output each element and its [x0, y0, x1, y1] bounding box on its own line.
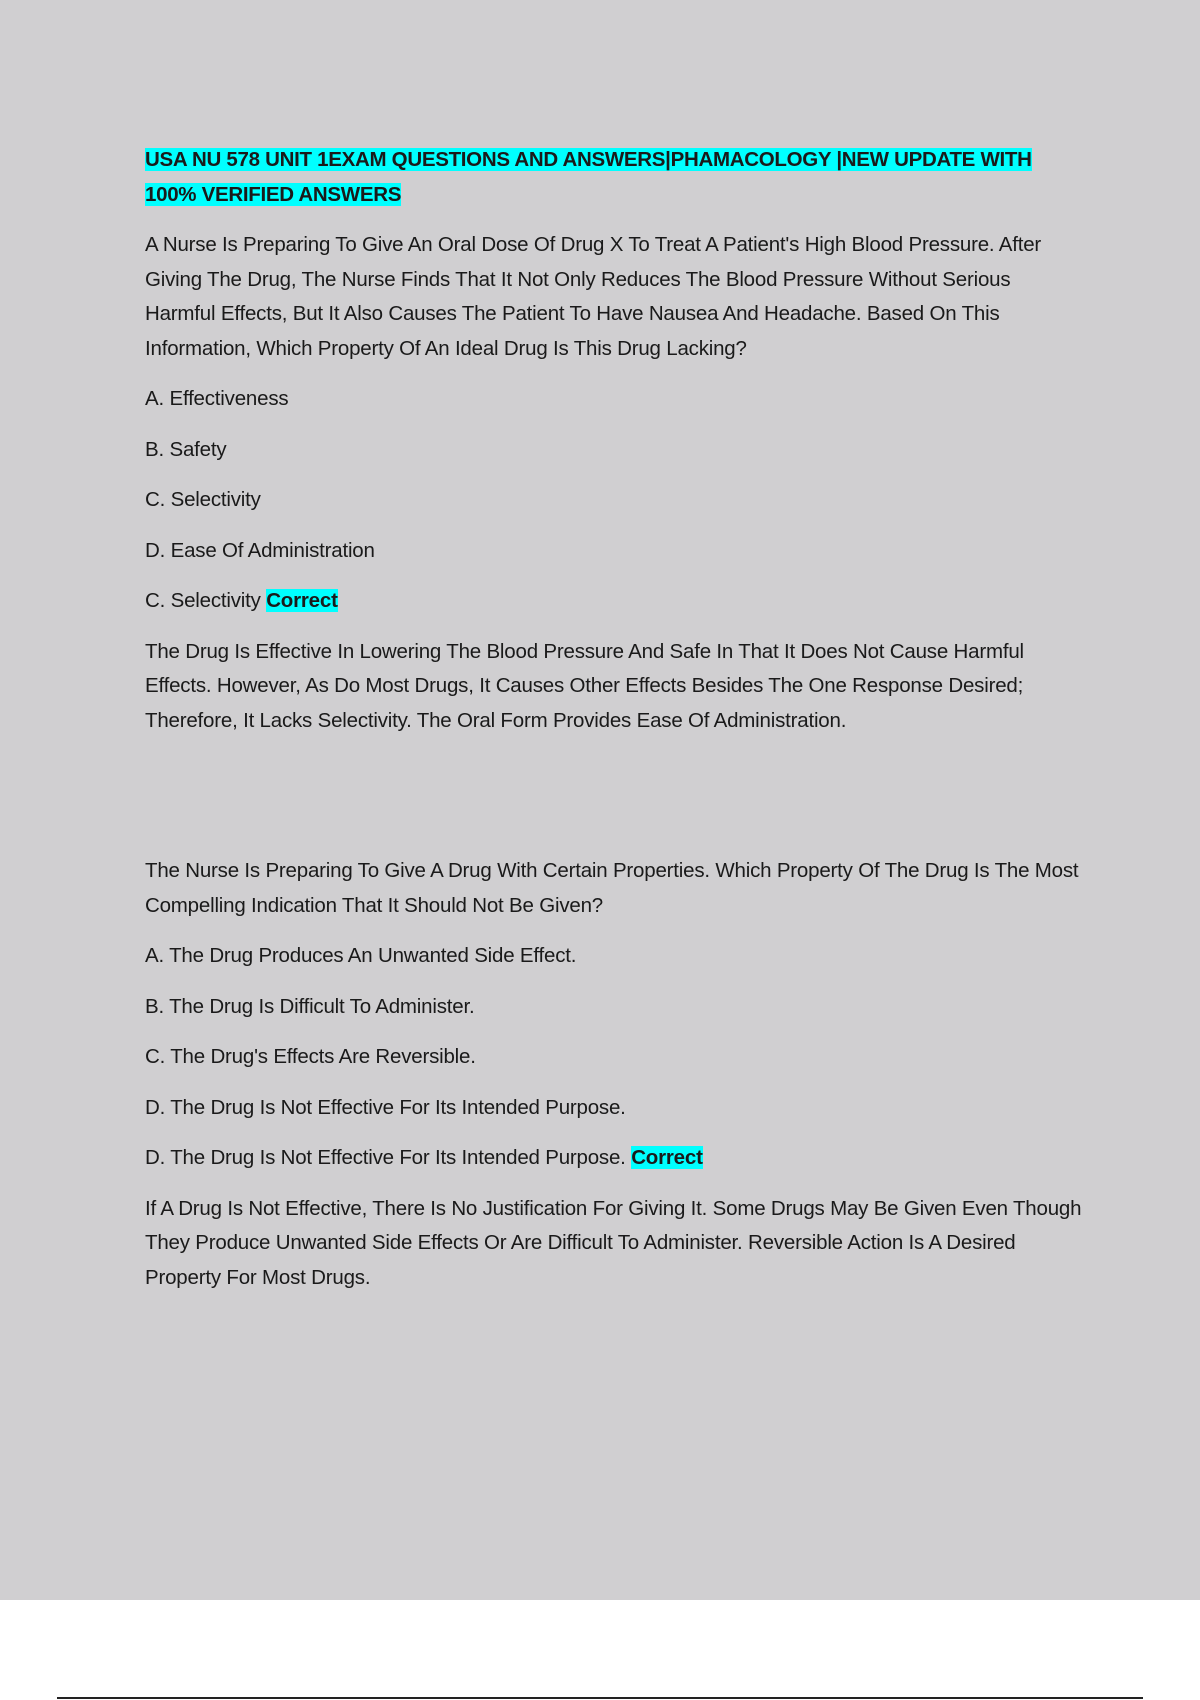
option-a: A. Effectiveness — [145, 387, 289, 410]
answer-text: C. Selectivity — [145, 589, 261, 612]
option-c: C. Selectivity — [145, 488, 261, 511]
option-d: D. Ease Of Administration — [145, 538, 375, 562]
correct-tag: Correct — [266, 589, 338, 612]
option-c: C. The Drug's Effects Are Reversible. — [145, 1045, 476, 1068]
question-block-1 — [145, 228, 1085, 738]
option-d: D. The Drug Is Not Effective For Its Intended Purpose. — [145, 1095, 626, 1119]
answer-line — [145, 584, 1085, 619]
option-b: B. The Drug Is Difficult To Administer. — [145, 994, 475, 1018]
question-stem: The Nurse Is Preparing To Give A Drug With Certain Properties. Which Property Of The Drug Is The Most Compelling Indication That It Should Not Be Given? — [145, 859, 1079, 917]
footer-divider — [57, 1697, 1143, 1699]
question-stem: A Nurse Is Preparing To Give An Oral Dose Of Drug X To Treat A Patient's High Blood Pressure. After Giving The Drug, The Nurse Finds That It Not Only Reduces The Blood Pressure Without Serious Harmful Effects, But It Also Causes The Patient To Have Nausea And Headache. Based On This Information, Which Property Of An Ideal Drug Is This Drug Lacking? — [145, 233, 1042, 360]
option-b: B. Safety — [145, 437, 227, 461]
document-content — [145, 143, 1085, 1295]
correct-tag: Correct — [631, 1146, 703, 1169]
rationale: If A Drug Is Not Effective, There Is No Justification For Giving It. Some Drugs May Be Given Even Though They Produce Unwanted Side Effects Or Are Difficult To Administer. Reversible Action Is A Desired Property For Most Drugs. — [145, 1196, 1082, 1289]
question-block-2 — [145, 854, 1085, 1295]
rationale: The Drug Is Effective In Lowering The Blood Pressure And Safe In That It Does Not Cause Harmful Effects. However, As Do Most Drugs, It Causes Other Effects Besides The One Response Desired; Therefore, It Lacks Selectivity. The Oral Form Provides Ease Of Administration. — [145, 639, 1024, 732]
document-title-text: USA NU 578 UNIT 1EXAM QUESTIONS AND ANSWERS|PHAMACOLOGY |NEW UPDATE WITH 100% VERIFIED ANSWERS — [145, 148, 1032, 206]
option-a: A. The Drug Produces An Unwanted Side Effect. — [145, 944, 577, 967]
document-title — [145, 143, 1085, 212]
answer-line — [145, 1141, 1085, 1176]
answer-text: D. The Drug Is Not Effective For Its Intended Purpose. — [145, 1146, 626, 1169]
question-spacer — [145, 738, 1085, 854]
